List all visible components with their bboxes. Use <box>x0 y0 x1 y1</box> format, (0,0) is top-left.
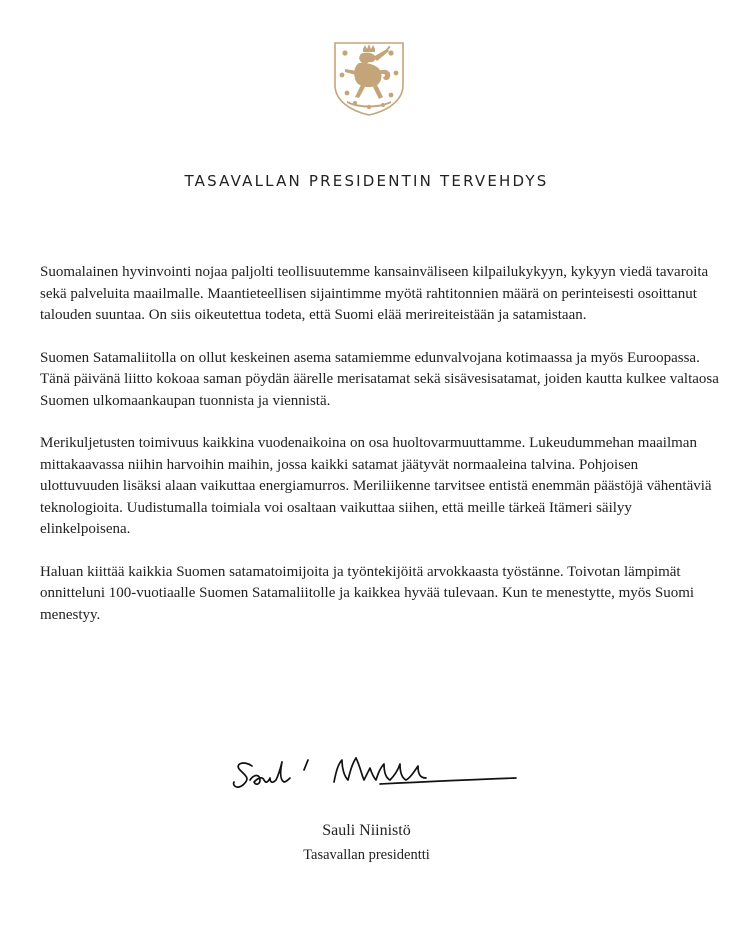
paragraph-1: Suomalainen hyvinvointi nojaa paljolti teollisuutemme kansainväliseen kilpailukykyyn, kykyyn viedä tavaroita sekä palveluita maailmalle. Maantieteellisen sijaintimme myötä rahtitonnien määrä on perinteisesti osoittanut talouden suuntaa. On siis oikeutettua todeta, että Suomi elää merireiteistään ja satamistaan. <box>40 264 709 323</box>
page-title: TASAVALLAN PRESIDENTIN TERVEHDYS <box>184 172 549 190</box>
coat-of-arms-lion-icon <box>333 41 405 117</box>
paragraph-2: Suomen Satamaliitolla on ollut keskeinen asema satamiemme edunvalvojana kotimaassa ja myös Euroopassa. Tänä päivänä liitto kokoaa saman pöydän äärelle merisatamat sekä sisävesisatamat, joiden kautta kulkee valtaosa Suomen ulkomaankaupan tuonnista ja viennistä. <box>40 349 719 409</box>
paragraph-3: Merikuljetusten toimivuus kaikkina vuodenaikoina on osa huoltovarmuuttamme. Lukeudummehan maailman mittakaavassa niihin harvoihin maihin, jossa kaikki satamat jäätyvät normaaleina talvina. Pohjoisen ulottuvuuden lisäksi alaan vaikuttaa energiamurros. Meriliikenne tarvitsee entistä enemmän päästöjä vähentäviä teknologioita. Uudistumalla toimiala voi osaltaan vaikuttaa siihen, että meille tärkeä Itämeri säilyy elinkelpoisena. <box>40 435 712 537</box>
signer-name: Sauli Niinistö <box>322 822 411 839</box>
signer-title: Tasavallan presidentti <box>303 847 430 863</box>
signature-icon <box>230 748 520 798</box>
coat-of-arms-emblem <box>333 41 405 117</box>
letter-body <box>40 262 720 647</box>
handwritten-signature <box>230 748 520 798</box>
paragraph-4: Haluan kiittää kaikkia Suomen satamatoimijoita ja työntekijöitä arvokkaasta työstänne. Toivotan lämpimät onnitteluni 100-vuotiaalle Suomen Satamaliitolle ja kaikkea hyvää tulevaan. Kun te menestytte, myös Suomi menestyy. <box>40 563 695 623</box>
